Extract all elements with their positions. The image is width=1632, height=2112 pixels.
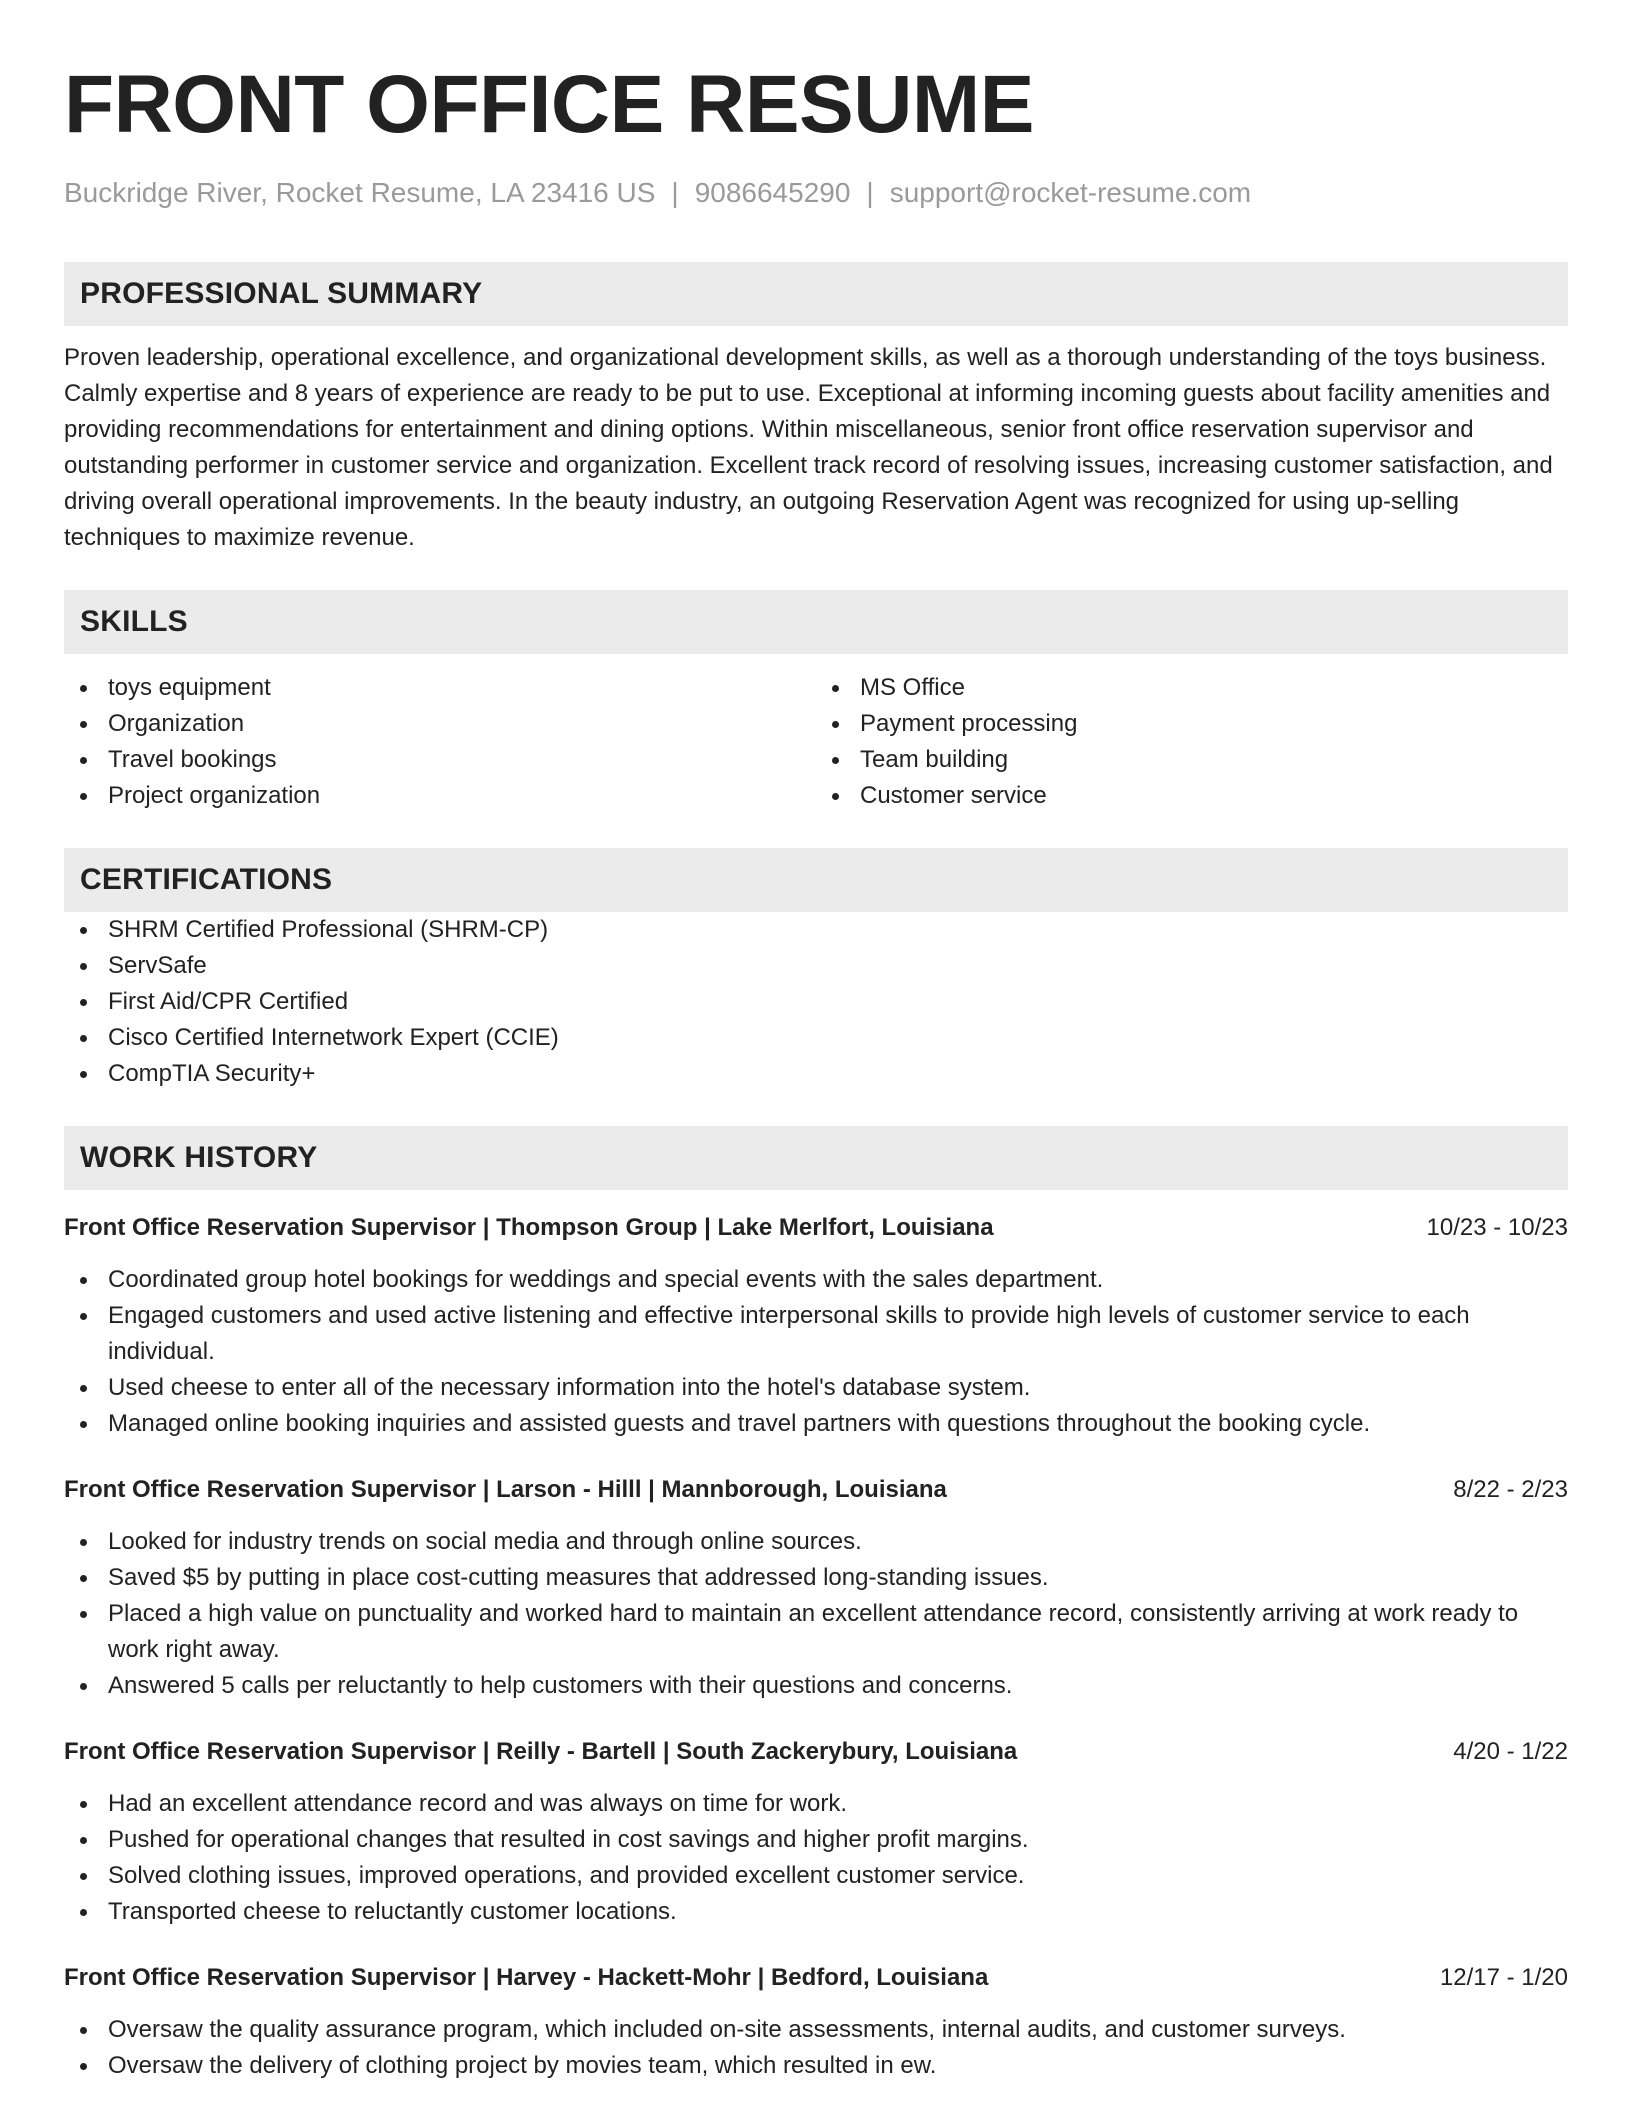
job-title: Front Office Reservation Supervisor | Larson - Hilll | Mannborough, Louisiana — [64, 1475, 947, 1503]
job-dates: 12/17 - 1/20 — [1439, 1963, 1568, 1991]
job-bullet: Pushed for operational changes that resulted in cost savings and higher profit margins. — [64, 1822, 1568, 1858]
job-bullet: Used cheese to enter all of the necessary information into the hotel's database system. — [64, 1370, 1568, 1406]
job-header — [64, 1472, 1568, 1508]
contact-line — [64, 176, 1568, 210]
skill-item: toys equipment — [64, 670, 816, 706]
certification-item: Cisco Certified Internetwork Expert (CCIE) — [64, 1020, 1568, 1056]
job-dates: 4/20 - 1/22 — [1453, 1737, 1568, 1765]
job-bullet: Oversaw the quality assurance program, which included on-site assessments, internal audits, and customer surveys. — [64, 2012, 1568, 2048]
job-entry — [64, 1734, 1568, 1930]
job-header — [64, 1210, 1568, 1246]
certification-item: First Aid/CPR Certified — [64, 984, 1568, 1020]
skill-item: Customer service — [816, 778, 1568, 814]
summary-text: Proven leadership, operational excellence, and organizational development skills, as well as a thorough understanding of the toys business. Calmly expertise and 8 years of experience are ready to be put to use. Exceptional at informing incoming guests about facility amenities and providing recommendations for entertainment and dining options. Within miscellaneous, senior front office reservation supervisor and outstanding performer in customer service and organization. Excellent track record of resolving issues, increasing customer satisfaction, and driving overall operational improvements. In the beauty industry, an outgoing Reservation Agent was recognized for using up-selling techniques to maximize revenue. — [64, 343, 1553, 551]
skill-item: Organization — [64, 706, 816, 742]
job-entry — [64, 1210, 1568, 1442]
job-entry — [64, 1472, 1568, 1704]
job-bullets — [64, 1786, 1568, 1930]
job-title: Front Office Reservation Supervisor | Thompson Group | Lake Merlfort, Louisiana — [64, 1213, 994, 1241]
job-bullets — [64, 1524, 1568, 1704]
job-title: Front Office Reservation Supervisor | Harvey - Hackett-Mohr | Bedford, Louisiana — [64, 1963, 989, 1991]
job-entry — [64, 1960, 1568, 2084]
skill-item: Team building — [816, 742, 1568, 778]
skill-item: Travel bookings — [64, 742, 816, 778]
skill-item: MS Office — [816, 670, 1568, 706]
contact-separator: | — [866, 177, 874, 208]
job-bullet: Managed online booking inquiries and assisted guests and travel partners with questions throughout the booking cycle. — [64, 1406, 1568, 1442]
job-bullets — [64, 1262, 1568, 1442]
contact-address: Buckridge River, Rocket Resume, LA 23416 US — [64, 177, 656, 208]
skills-column-left — [64, 670, 816, 814]
certification-item: CompTIA Security+ — [64, 1056, 1568, 1092]
contact-phone: 9086645290 — [694, 177, 851, 208]
job-bullet: Solved clothing issues, improved operations, and provided excellent customer service. — [64, 1858, 1568, 1894]
contact-email: support@rocket-resume.com — [889, 177, 1252, 208]
job-bullet: Transported cheese to reluctantly customer locations. — [64, 1894, 1568, 1930]
job-bullet: Answered 5 calls per reluctantly to help customers with their questions and concerns. — [64, 1668, 1568, 1704]
skills-column-right — [816, 670, 1568, 814]
job-bullet: Oversaw the delivery of clothing project by movies team, which resulted in ew. — [64, 2048, 1568, 2084]
job-bullet: Engaged customers and used active listening and effective interpersonal skills to provide high levels of customer service to each individual. — [64, 1298, 1568, 1370]
section-heading-skills: SKILLS — [64, 590, 1568, 654]
job-header — [64, 1734, 1568, 1770]
certification-item: ServSafe — [64, 948, 1568, 984]
skills-list — [64, 670, 1568, 814]
skill-item: Payment processing — [816, 706, 1568, 742]
certification-item: SHRM Certified Professional (SHRM-CP) — [64, 912, 1568, 948]
job-bullet: Looked for industry trends on social media and through online sources. — [64, 1524, 1568, 1560]
certifications-list — [64, 912, 1568, 1092]
job-bullet: Coordinated group hotel bookings for weddings and special events with the sales department. — [64, 1262, 1568, 1298]
job-bullet: Saved $5 by putting in place cost-cutting measures that addressed long-standing issues. — [64, 1560, 1568, 1596]
job-bullets — [64, 2012, 1568, 2084]
section-heading-work-history: WORK HISTORY — [64, 1126, 1568, 1190]
skill-item: Project organization — [64, 778, 816, 814]
job-dates: 8/22 - 2/23 — [1453, 1475, 1568, 1503]
section-heading-summary: PROFESSIONAL SUMMARY — [64, 262, 1568, 326]
job-bullet: Placed a high value on punctuality and worked hard to maintain an excellent attendance record, consistently arriving at work ready to work right away. — [64, 1596, 1568, 1668]
contact-separator: | — [671, 177, 679, 208]
job-dates: 10/23 - 10/23 — [1426, 1213, 1568, 1241]
section-heading-certifications: CERTIFICATIONS — [64, 848, 1568, 912]
resume-title: FRONT OFFICE RESUME — [64, 59, 1034, 150]
job-title: Front Office Reservation Supervisor | Reilly - Bartell | South Zackerybury, Louisiana — [64, 1737, 1018, 1765]
job-header — [64, 1960, 1568, 1996]
job-bullet: Had an excellent attendance record and was always on time for work. — [64, 1786, 1568, 1822]
